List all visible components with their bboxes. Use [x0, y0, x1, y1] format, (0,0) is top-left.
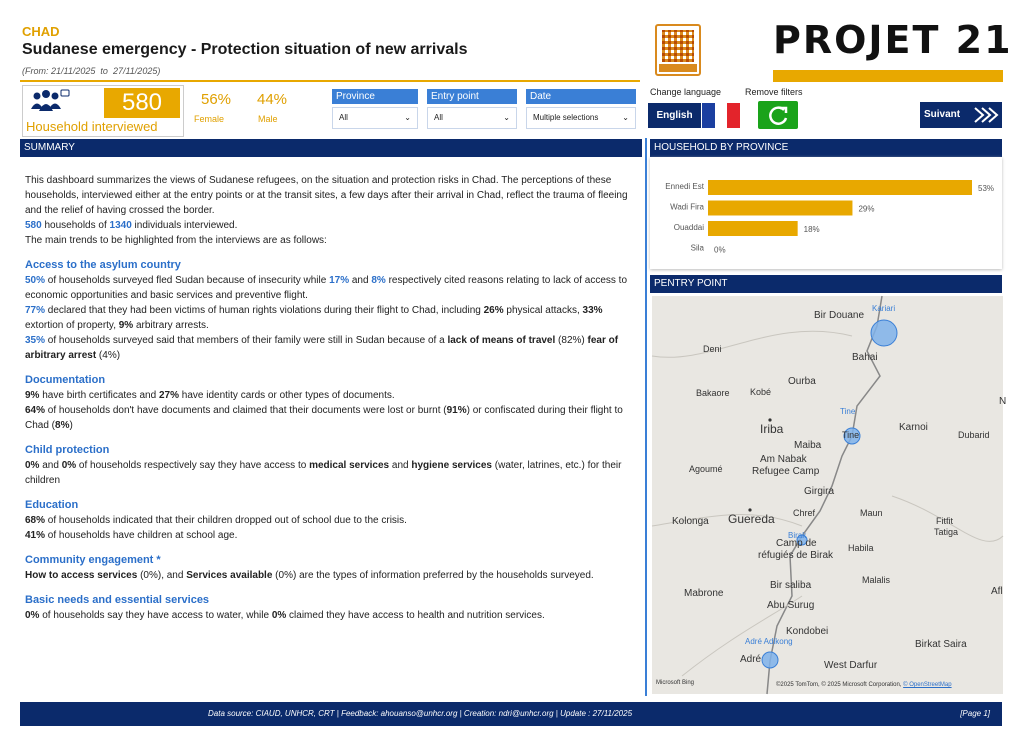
vertical-divider: [645, 138, 647, 696]
male-pct: 44%: [257, 91, 288, 108]
map-label-bahai: Bahai: [852, 352, 878, 363]
bar-category-label: Ennedi Est: [665, 182, 704, 191]
footer-text: Data source: CIAUD, UNHCR, CRT | Feedback: ahouanso@unhcr.org | Creation: ndri@unhcr.org | Update : 27/11/2025: [208, 709, 633, 718]
map-label-adre-adikong: Adré Adikong: [745, 637, 793, 646]
province-bar-chart: [650, 157, 1002, 269]
map-label-maun: Maun: [860, 508, 883, 518]
summary-body: [25, 173, 639, 623]
child-protection-paragraph: 0% and 0% of households respectively say they have access to medical services and hygiene services (water, latrines, etc.) for their children: [25, 460, 622, 486]
province-panel-header: HOUSEHOLD BY PROVINCE: [650, 139, 1002, 157]
header-divider: [20, 80, 640, 82]
bar-category-label: Sila: [690, 243, 704, 253]
next-button[interactable]: [920, 102, 1002, 128]
map-label-birak: Birak: [788, 531, 807, 540]
map-label-n: N: [999, 396, 1007, 407]
map-label-tatiga: Tatiga: [934, 527, 959, 537]
chevron-down-icon: ⌄: [404, 113, 411, 122]
basic-needs-paragraph: 0% of households say they have access to water, while 0% claimed they have access to health and nutrition services.: [25, 610, 545, 621]
section-title-education: Education: [25, 499, 79, 511]
map-label-iriba: Iriba: [760, 422, 784, 436]
map-label-bir-saliba: Bir saliba: [770, 580, 812, 591]
map-label-kolonga: Kolonga: [672, 516, 709, 527]
map-label-abu-surug: Abu Surug: [767, 600, 815, 611]
map-label-west-darfur: West Darfur: [824, 660, 878, 671]
map-label-kariari: Kariari: [872, 304, 896, 313]
map-label-birkat-saira: Birkat Saira: [915, 639, 967, 650]
map-label-am-nabak: Am Nabak: [760, 454, 807, 465]
page-indicator: [Page 1]: [960, 709, 990, 718]
education-paragraph-2: 41% of households have children at school age.: [25, 530, 238, 541]
map-credit: ©2025 TomTom, © 2025 Microsoft Corporation, © OpenStreetMap: [776, 682, 952, 688]
map-label-kondobei: Kondobei: [786, 626, 829, 637]
households-line: 580 households of 1340 individuals interviewed.: [25, 220, 238, 231]
bing-logo: Microsoft Bing: [656, 680, 695, 686]
brand-logo: PROJET 21: [773, 18, 1013, 62]
province-bar[interactable]: [708, 221, 798, 236]
map-label-malalis: Malalis: [862, 575, 891, 585]
qr-code-icon[interactable]: [655, 24, 701, 76]
province-chart-card: [650, 157, 1002, 269]
map-panel-header: PENTRY POINT: [650, 275, 1002, 293]
map-label-refugee-camp: Refugee Camp: [752, 466, 820, 477]
map-label-ourba: Ourba: [788, 376, 816, 387]
english-button[interactable]: English: [648, 103, 701, 128]
chevron-down-icon: ⌄: [622, 113, 629, 122]
section-title-basic-needs: Basic needs and essential services: [25, 594, 210, 606]
map-label-agoume: Agoumé: [689, 464, 723, 474]
map-label-mabrone: Mabrone: [684, 588, 724, 599]
section-title-access: Access to the asylum country: [25, 259, 181, 271]
map-label-guereda: Guereda: [728, 512, 775, 526]
section-title-community: Community engagement *: [25, 554, 161, 566]
remove-filters-label: Remove filters: [745, 87, 803, 97]
map-label-kobe: Kobé: [750, 387, 772, 397]
education-paragraph-1: 68% of households indicated that their children dropped out of school due to the crisis.: [25, 515, 407, 526]
entry-point-filter-label: Entry point: [427, 89, 517, 104]
household-label: Household interviewed: [26, 119, 158, 134]
summary-header: SUMMARY: [20, 139, 642, 157]
people-icon: [30, 89, 70, 111]
bar-data-label: 29%: [858, 204, 875, 214]
province-bar[interactable]: [708, 180, 972, 195]
bar-category-label: Ouaddai: [673, 223, 704, 232]
female-label: Female: [194, 114, 225, 124]
date-range: (From: 21/11/2025 to 27/11/2025): [22, 66, 161, 76]
access-paragraph-3: 35% of households surveyed said that members of their family were still in Sudan because of a lack of means of travel (82%) fear of arbitrary arrest (4%): [25, 335, 619, 361]
province-filter-dropdown[interactable]: All ⌄: [332, 107, 418, 129]
section-title-documentation: Documentation: [25, 374, 106, 386]
bar-category-label: Wadi Fira: [670, 202, 704, 212]
access-paragraph-1: 50% of households surveyed fled Sudan because of insecurity while 17% and 8% respectively cited reasons relating to lack of access to economic opportunities and basic services and preventive flight.: [25, 275, 628, 301]
next-button-label: Suivant: [924, 109, 961, 120]
map-label-afl: Afl: [991, 586, 1003, 597]
map-label-tine-entry: Tine: [840, 407, 856, 416]
intro-text: This dashboard summarizes the views of Sudanese refugees, on the situation and protection risks in Chad. The perceptions of these households, interviewed either at the entry points or at the transit sites, a few days after their arrival in Chad, reflect the trauma of fleeing and the relief of having crossed the border.: [25, 175, 628, 216]
page-title: Sudanese emergency - Protection situation of new arrivals: [22, 41, 468, 58]
map-label-girgira: Girgira: [804, 486, 835, 497]
footer-bar: [20, 702, 1002, 726]
documentation-paragraph-2: 64% of households don't have documents and claimed that their documents were lost or burnt (91%) or confiscated during their flight to Chad (8%): [25, 405, 623, 431]
map-label-maiba: Maiba: [794, 440, 822, 451]
map-label-bir-douane: Bir Douane: [814, 310, 865, 321]
map-label-karnoi: Karnoi: [899, 422, 928, 433]
date-filter-label: Date: [526, 89, 636, 104]
brand-bar: [773, 70, 1003, 82]
bar-data-label: 0%: [714, 245, 726, 255]
household-count: 580: [104, 88, 180, 118]
date-filter-dropdown[interactable]: Multiple selections ⌄: [526, 107, 636, 129]
change-language-label: Change language: [650, 87, 722, 97]
bar-data-label: 53%: [978, 184, 995, 193]
female-pct: 56%: [201, 91, 232, 108]
map-label-adre: Adré: [740, 654, 762, 665]
date-filter[interactable]: [526, 89, 636, 129]
map-label-chref: Chref: [793, 508, 816, 518]
province-filter-label: Province: [332, 89, 418, 104]
entry-point-filter-dropdown[interactable]: All ⌄: [427, 107, 517, 129]
country-label: CHAD: [22, 24, 60, 39]
map-label-camp-de: Camp de: [776, 538, 817, 549]
province-filter[interactable]: [332, 89, 418, 129]
entry-point-map[interactable]: [652, 296, 1007, 694]
bar-data-label: 18%: [803, 225, 820, 234]
map-label-dubarid: Dubarid: [958, 430, 990, 440]
section-title-child-protection: Child protection: [25, 444, 110, 456]
french-flag-icon[interactable]: [702, 103, 740, 128]
trends-line: The main trends to be highlighted from the interviews are as follows:: [25, 235, 327, 246]
map-label-fitfit: Fitfit: [936, 516, 953, 526]
chevron-down-icon: ⌄: [503, 113, 510, 122]
map-label-bakaore: Bakaore: [696, 388, 730, 398]
access-paragraph-2: 77% declared that they had been victims of human rights violations during their flight to Chad, including 26% physical attacks, 33% extortion of property, 9% arbitrary arrests.: [25, 305, 603, 331]
refresh-icon[interactable]: [758, 101, 798, 129]
map-label-refugies-birak: réfugiés de Birak: [758, 550, 834, 561]
map-label-deni: Deni: [703, 344, 722, 354]
map-label-tine: Tine: [842, 430, 860, 440]
openstreetmap-link[interactable]: © OpenStreetMap: [903, 682, 952, 688]
double-chevron-right-icon: [972, 106, 998, 124]
province-bar[interactable]: [708, 201, 852, 216]
documentation-paragraph-1: 9% have birth certificates and 27% have identity cards or other types of documents.: [25, 390, 395, 401]
male-label: Male: [258, 114, 278, 124]
map-label-habila: Habila: [848, 543, 874, 553]
community-paragraph: How to access services (0%), and Services available (0%) are the types of information preferred by the households surveyed.: [25, 570, 594, 581]
entry-point-filter[interactable]: [427, 89, 517, 129]
